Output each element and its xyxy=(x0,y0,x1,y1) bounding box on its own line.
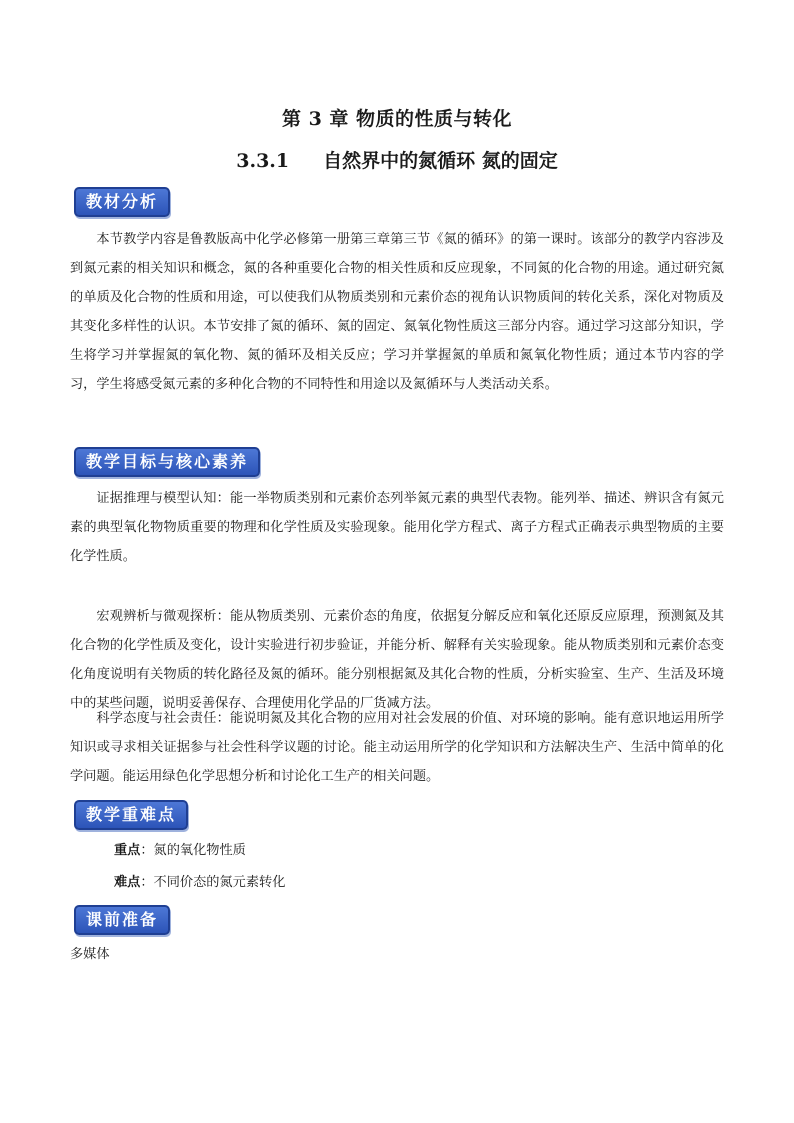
objective-paragraph-evidence: 证据推理与模型认知：能一举物质类别和元素价态列举氮元素的典型代表物。能列举、描述、辨识含有氮元素的典型氧化物物质重要的物理和化学性质及实验现象。能用化学方程式、离子方程式正确表示典型物质的主要化学性质。 xyxy=(70,491,724,564)
objectives-heading: 教学目标与核心素养 xyxy=(74,447,260,477)
difficulty-label: 难点 xyxy=(114,875,141,890)
difficulty-text: ：不同价态的氮元素转化 xyxy=(140,875,286,890)
preparation-text: 多媒体 xyxy=(70,947,110,962)
difficulty-line xyxy=(114,873,285,893)
chapter-title: 第 3 章 物质的性质与转化 xyxy=(281,108,513,130)
section-number: 3.3.1 xyxy=(236,150,290,172)
objective-paragraph-macro-micro: 宏观辨析与微观探析：能从物质类别、元素价态的角度，依据复分解反应和氧化还原反应原理，预测氮及其化合物的化学性质及变化，设计实验进行初步验证，并能分析、解释有关实验现象。能从物质类别和元素价态变化角度说明有关物质的转化路径及氮的循环。能分别根据氮及其化合物的性质，分析实验室、生产、生活及环境中的某些问题，说明妥善保存、合理使用化学品的厂货减方法。 xyxy=(70,609,724,711)
key-points-heading: 教学重难点 xyxy=(74,800,188,830)
analysis-paragraph: 本节教学内容是鲁教版高中化学必修第一册第三章第三节《氮的循环》的第一课时。该部分的教学内容涉及到氮元素的相关知识和概念，氮的各种重要化合物的相关性质和反应现象，不同氮的化合物的用途。通过研究氮的单质及化合物的性质和用途，可以使我们从物质类别和元素价态的视角认识物质间的转化关系，深化对物质及其变化多样性的认识。本节安排了氮的循环、氮的固定、氮氧化物性质这三部分内容。通过学习这部分知识，学生将学习并掌握氮的氧化物、氮的循环及相关反应；学习并掌握氮的单质和氮氧化物性质；通过本节内容的学习，学生将感受氮元素的多种化合物的不同特性和用途以及氮循环与人类活动关系。 xyxy=(70,232,724,392)
section-name: 自然界中的氮循环 氮的固定 xyxy=(323,150,558,172)
analysis-heading: 教材分析 xyxy=(74,187,170,217)
preparation-heading: 课前准备 xyxy=(74,905,170,935)
focus-text: ：氮的氧化物性质 xyxy=(140,843,246,858)
objective-paragraph-attitude: 科学态度与社会责任：能说明氮及其化合物的应用对社会发展的价值、对环境的影响。能有意识地运用所学知识或寻求相关证据参与社会性科学议题的讨论。能主动运用所学的化学知识和方法解决生产、生活中简单的化学问题。能运用绿色化学思想分析和讨论化工生产的相关问题。 xyxy=(70,711,724,784)
section-title xyxy=(0,146,794,173)
focus-label: 重点 xyxy=(114,843,141,858)
focus-line xyxy=(114,841,246,861)
